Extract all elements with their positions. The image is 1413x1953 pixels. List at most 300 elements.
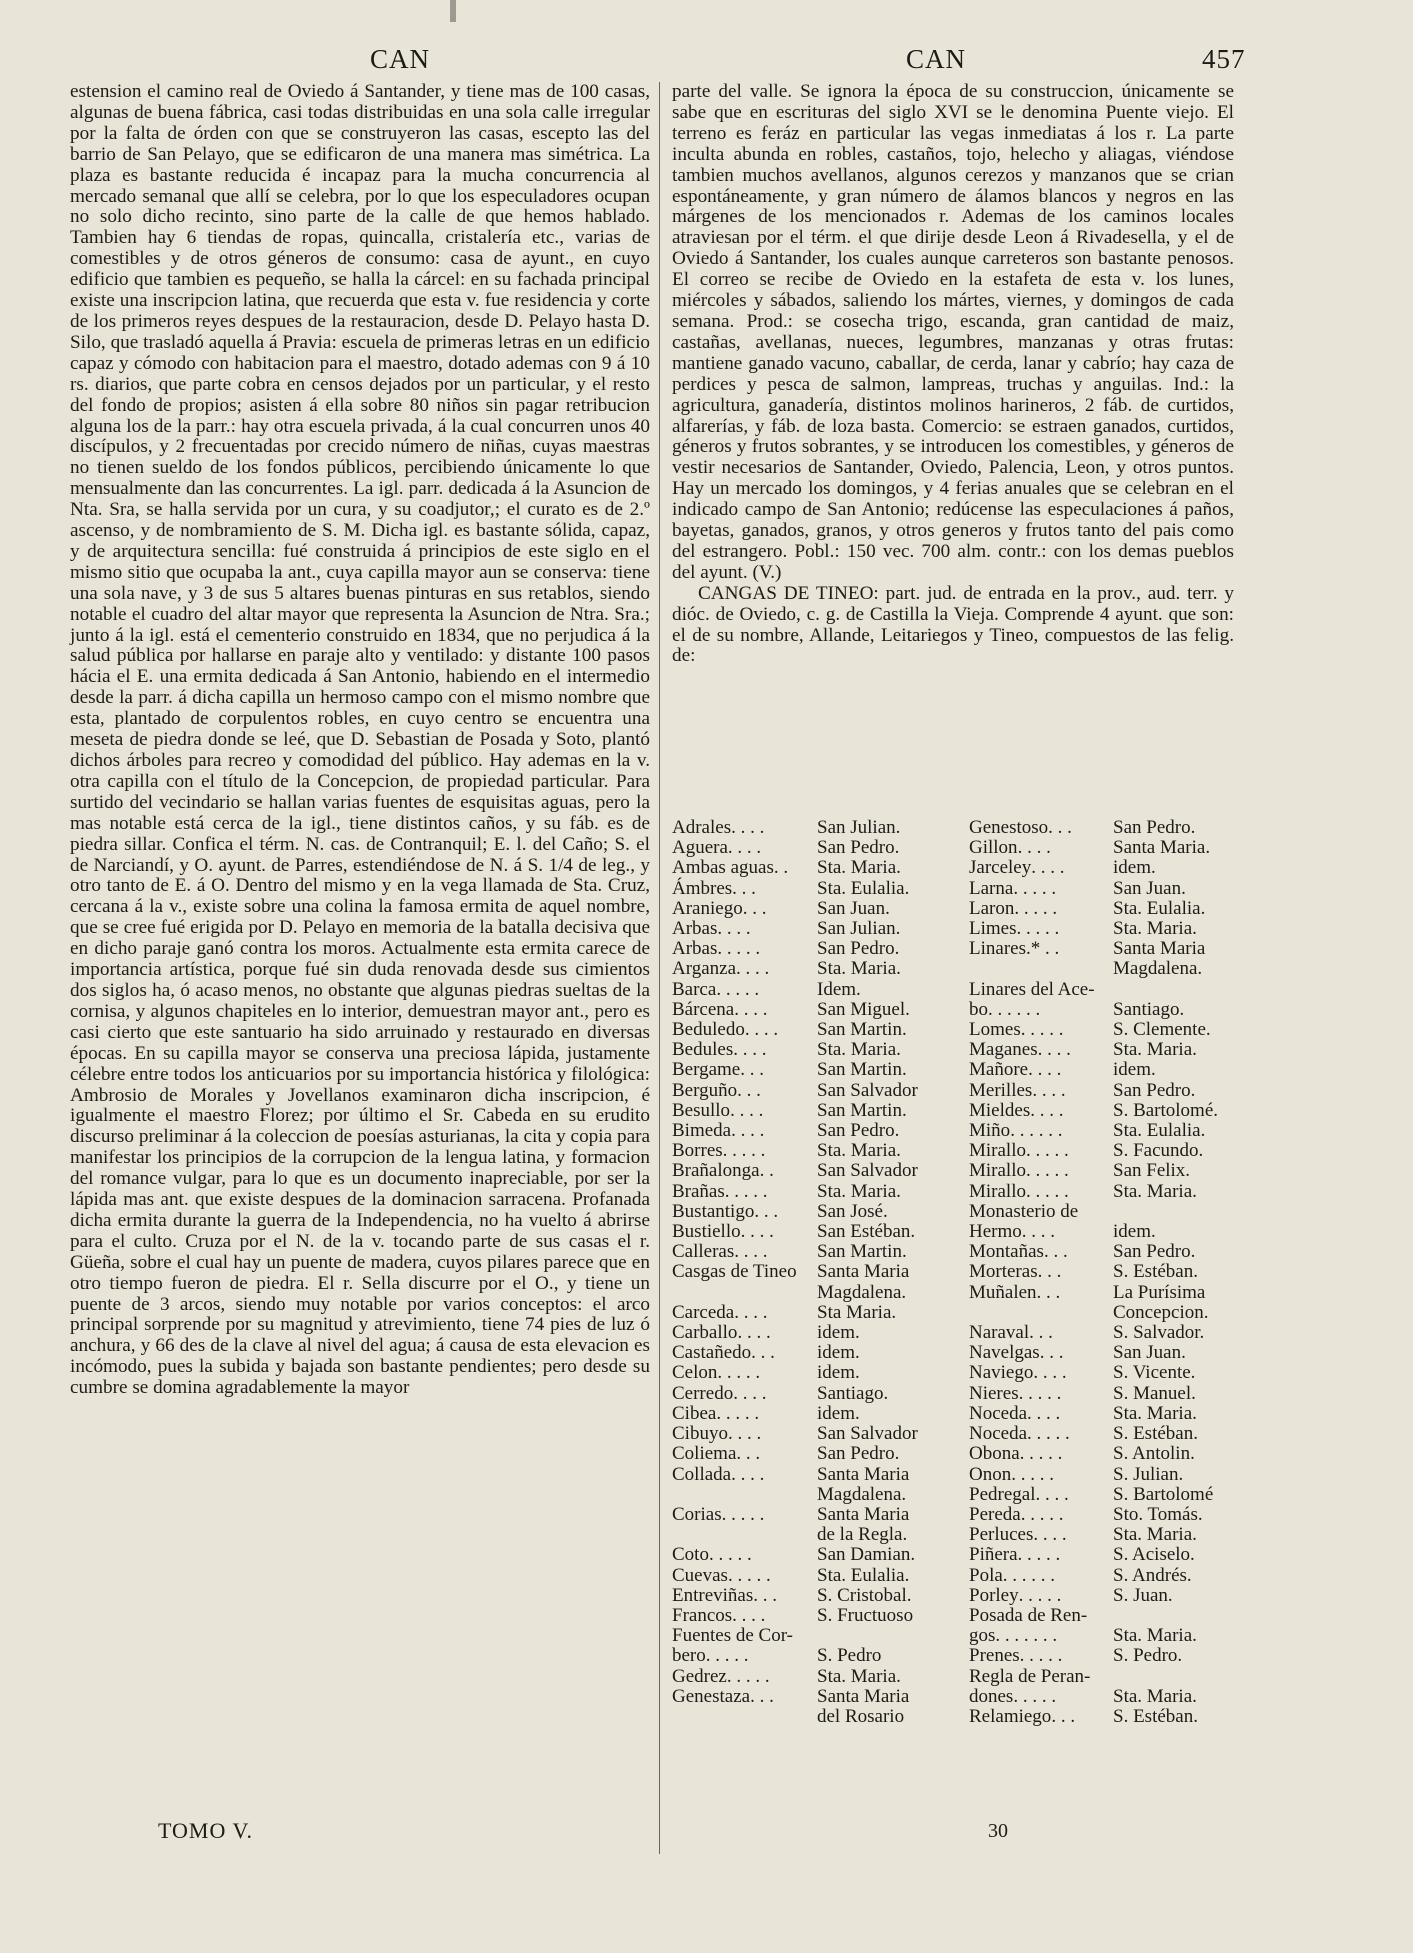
leader-dots: . . . . .	[717, 1362, 761, 1384]
leader-dots	[969, 959, 1113, 979]
parish-name: Calleras	[672, 1241, 735, 1263]
parish-list-left	[672, 818, 959, 1727]
parish-row	[969, 919, 1237, 939]
parish-row	[672, 1222, 959, 1242]
patron-saint: San José.	[817, 1200, 888, 1222]
volume-label: TOMO V.	[158, 1818, 254, 1843]
parish-name: Mañore	[969, 1059, 1029, 1081]
right-column-text: parte del valle. Se ignora la época de su construccion, únicamente se sabe que en escrituras del siglo XVI se le denomina Puente viejo. El terreno es feráz en particular las vegas inmediatas á los r. La parte inculta abunda en robles, castaños, tojo, helecho y aliagas, viéndose tambien muchos avellanos, algunos cerezos y manzanos que se crian espontáneamente, y gran número de álamos blancos y negros en las márgenes de los mencionados r. Ademas de los caminos locales atraviesan por el térm. el que dirije desde Leon á Rivadesella, y el de Oviedo á Santander, los cuales aunque carreteros son bastante penosos. El correo se recibe de Oviedo en la estafeta de esta v. los lunes, miércoles y sábados, saliendo los mártes, viernes, y domingos de cada semana. Prod.: se cosecha trigo, escanda, gran cantidad de maiz, castañas, avellanas, nueces, legumbres, manzanas y otras frutas: mantiene ganado vacuno, caballar, de cerda, lanar y cabrío; hay caza de perdices y pesca de salmon, lampreas, truchas y anguilas. Ind.: la agricultura, ganadería, distintos molinos harineros, 2 fáb. de curtidos, alfarerías, y fáb. de loza basta. Comercio: se estraen ganados, curtidos, géneros y frutos sobrantes, y se introducen los comestibles, y géneros de vestir necesarios de Santander, Oviedo, Palencia, Leon, y otros puntos. Hay un mercado los domingos, y 4 ferias anuales que se celebran en el indicado campo de San Antonio; redúcense las especulaciones á paños, bayetas, ganados, granos, y otros generos y frutos tanto del pais como del estrangero. Pobl.: 150 vec. 700 alm. contr.: con los demas pueblos del ayunt. (V.)	[672, 81, 1234, 583]
parish-row	[672, 818, 959, 838]
leader-dots: . . .	[737, 1079, 761, 1101]
parish-row	[969, 1323, 1237, 1343]
parish-name: Onon	[969, 1463, 1012, 1485]
patron-saint: Sto. Tomás.	[1113, 1503, 1203, 1525]
parish-name: bero	[672, 1645, 706, 1667]
leader-dots: . . . . .	[1026, 1180, 1069, 1202]
leader-dots: . . . . .	[708, 1544, 752, 1566]
leader-dots: . . . . .	[722, 1140, 766, 1162]
parish-name: Coto	[672, 1544, 709, 1566]
parish-name: Collada	[672, 1463, 732, 1485]
leader-dots	[1095, 980, 1113, 1000]
parish-name: Nieres	[969, 1382, 1019, 1404]
leader-dots	[1090, 1667, 1113, 1687]
leader-dots: . . . .	[1021, 1221, 1056, 1243]
leader-dots: . . .	[1048, 817, 1072, 838]
parish-row	[969, 838, 1237, 858]
parish-row	[672, 959, 959, 979]
parish-row	[969, 1222, 1237, 1242]
parish-row	[969, 1667, 1237, 1687]
parish-row	[672, 1161, 959, 1181]
leader-dots: . . . . .	[1019, 1443, 1063, 1465]
patron-saint: Sta. Eulalia.	[1113, 897, 1206, 919]
leader-dots: . . . . .	[1013, 877, 1057, 899]
parish-row	[969, 1101, 1237, 1121]
parish-name: Bedules	[672, 1039, 734, 1061]
parish-row	[672, 1444, 959, 1464]
parish-name: Cerredo	[672, 1382, 734, 1404]
patron-saint: idem.	[1113, 857, 1156, 879]
parish-name: Arbas	[672, 918, 718, 940]
patron-saint: San Martin.	[817, 1059, 907, 1081]
parish-row	[672, 1525, 959, 1545]
parish-row	[672, 1424, 959, 1444]
parish-row	[672, 899, 959, 919]
parish-row	[969, 1646, 1237, 1666]
leader-dots: . . . .	[732, 1604, 766, 1626]
leader-dots: . .	[759, 1160, 774, 1182]
parish-name: Posada de Ren-	[969, 1604, 1088, 1626]
leader-dots: . . . .	[727, 1423, 762, 1445]
parish-row	[672, 1545, 959, 1565]
parish-row	[672, 1646, 959, 1666]
leader-dots: . . . . .	[716, 1402, 760, 1424]
parish-row	[672, 1626, 959, 1646]
parish-row	[969, 1384, 1237, 1404]
patron-saint: San Pedro.	[817, 1120, 900, 1142]
parish-name: Bárcena	[672, 998, 735, 1020]
patron-saint: San Pedro.	[817, 938, 900, 960]
parish-row	[672, 1202, 959, 1222]
patron-saint: S. Bartolomé.	[1113, 1099, 1219, 1121]
patron-saint: Santa Maria	[817, 1261, 910, 1283]
parish-name: Arganza	[672, 958, 737, 980]
parish-name: Hermo	[969, 1221, 1022, 1243]
patron-saint: S. Manuel.	[1113, 1382, 1196, 1404]
parish-row	[969, 1465, 1237, 1485]
parish-row	[672, 1040, 959, 1060]
parish-row	[672, 1323, 959, 1343]
parish-row	[969, 939, 1237, 959]
parish-name: Carceda	[672, 1301, 735, 1323]
leader-dots: . . . .	[733, 1382, 767, 1404]
leader-dots: . . . . .	[1011, 1463, 1054, 1485]
leader-dots: . . . .	[1030, 1099, 1064, 1121]
leader-dots: . . . . .	[724, 1180, 768, 1202]
parish-row	[969, 1505, 1237, 1525]
right-column	[672, 82, 1234, 667]
patron-saint: del Rosario	[817, 1705, 905, 1727]
patron-saint: Sta. Maria.	[817, 1180, 901, 1202]
leader-dots: . .	[773, 857, 789, 879]
parish-row	[672, 1283, 959, 1303]
parish-name: Cuevas	[672, 1564, 728, 1586]
leader-dots: . . .	[750, 1685, 774, 1707]
leader-dots: . . . . .	[726, 1665, 770, 1687]
parish-name: Pola	[969, 1564, 1003, 1586]
parish-row	[969, 1566, 1237, 1586]
cangas-de-tineo-entry: CANGAS DE TINEO: part. jud. de entrada en la prov., aud. terr. y dióc. de Oviedo, c. g. de Castilla la Vieja. Comprende 4 ayunt. que son: el de su nombre, Allande, Leitariegos y Tineo, compuestos de las felig. de:	[672, 582, 1234, 667]
patron-saint: S. Vicente.	[1113, 1362, 1196, 1384]
leader-dots: . . . .	[730, 1099, 764, 1121]
leader-dots: . . .	[1051, 1705, 1076, 1727]
parish-row	[969, 1141, 1237, 1161]
patron-saint: Magdalena.	[1113, 958, 1203, 980]
leader-dots: . . . .	[1035, 1483, 1069, 1505]
parish-name: Naviego	[969, 1362, 1034, 1384]
parish-name: dones	[969, 1685, 1014, 1707]
parish-name: Porley	[969, 1584, 1019, 1606]
parish-name: Regla de Peran-	[969, 1665, 1091, 1687]
parish-name: Monasterio de	[969, 1200, 1079, 1222]
patron-saint: idem.	[1113, 1059, 1156, 1081]
parish-row	[969, 1363, 1237, 1383]
parish-name: Coliema	[672, 1443, 737, 1465]
parish-name: Linares del Ace-	[969, 978, 1095, 1000]
leader-dots: . . . .	[731, 1463, 765, 1485]
parish-name: Bustantigo	[672, 1200, 755, 1222]
leader-dots: . . . .	[1032, 1079, 1066, 1101]
patron-saint: San Pedro.	[817, 837, 900, 859]
parish-row	[672, 1586, 959, 1606]
leader-dots: . . . . .	[1018, 1584, 1062, 1606]
parish-row	[969, 1303, 1237, 1323]
patron-saint: S. Fructuoso	[817, 1604, 914, 1626]
patron-saint: S. Pedro.	[1113, 1645, 1183, 1667]
parish-list-right	[969, 818, 1237, 1727]
parish-row	[969, 1626, 1237, 1646]
leader-dots	[1078, 1202, 1113, 1222]
parish-row	[672, 838, 959, 858]
parish-name: Mieldes	[969, 1099, 1031, 1121]
patron-saint: San Juan.	[817, 897, 890, 919]
parish-name: Fuentes de Cor-	[672, 1625, 793, 1647]
parish-row	[672, 1384, 959, 1404]
parish-row	[672, 1707, 959, 1727]
patron-saint: San Martin.	[817, 1019, 907, 1041]
patron-saint: Sta. Maria.	[1113, 1524, 1197, 1546]
page-number: 457	[1202, 44, 1246, 74]
patron-saint: idem.	[817, 1342, 860, 1364]
parish-row	[969, 1060, 1237, 1080]
patron-saint: Santa Maria	[817, 1463, 910, 1485]
patron-saint: S. Antolin.	[1113, 1443, 1195, 1465]
leader-dots: . . . .	[744, 1019, 779, 1041]
parish-row	[969, 1424, 1237, 1444]
leader-dots: . . . . .	[1017, 1544, 1061, 1566]
leader-dots	[793, 1626, 817, 1646]
parish-row	[969, 1202, 1237, 1222]
patron-saint: Sta. Maria.	[1113, 1402, 1197, 1424]
leader-dots: . . . . . . .	[995, 1625, 1058, 1647]
leader-dots: . . . .	[740, 1221, 774, 1243]
parish-row	[672, 1303, 959, 1323]
parish-row	[969, 1081, 1237, 1101]
leader-dots: . . . . .	[1013, 1685, 1057, 1707]
parish-row	[969, 1444, 1237, 1464]
parish-name: Berguño	[672, 1079, 738, 1101]
parish-name: Bustiello	[672, 1221, 741, 1243]
patron-saint: San Salvador	[817, 1423, 918, 1445]
parish-name: Prenes	[969, 1645, 1020, 1667]
leader-dots	[672, 1525, 817, 1545]
patron-saint: de la Regla.	[817, 1524, 908, 1546]
patron-saint: Santiago.	[817, 1382, 889, 1404]
parish-name: Genestoso	[969, 817, 1049, 838]
parish-name: Jarceley	[969, 857, 1032, 879]
parish-row	[969, 1182, 1237, 1202]
patron-saint: San Julian.	[817, 918, 901, 940]
patron-saint: San Pedro.	[1113, 1079, 1196, 1101]
parish-name: Mirallo	[969, 1140, 1026, 1162]
parish-row	[969, 1242, 1237, 1262]
leader-dots: . . . .	[1037, 1039, 1071, 1061]
leader-dots: . . . . .	[1014, 897, 1058, 919]
leader-dots: . . .	[751, 1342, 775, 1364]
leader-dots: . . . . .	[1016, 918, 1060, 940]
parish-name: Besullo	[672, 1099, 731, 1121]
patron-saint: Santiago.	[1113, 998, 1185, 1020]
leader-dots: . . . .	[1017, 837, 1051, 859]
patron-saint: S. Juan.	[1113, 1584, 1173, 1606]
leader-dots: . . .	[1037, 1261, 1062, 1283]
parish-name: Mirallo	[969, 1180, 1026, 1202]
parish-row	[969, 1121, 1237, 1141]
patron-saint	[817, 1626, 959, 1646]
parish-name: Relamiego	[969, 1705, 1052, 1727]
leader-dots	[672, 1485, 817, 1505]
leader-dots: . . . . .	[1019, 1645, 1063, 1667]
leader-dots	[797, 1262, 817, 1282]
patron-saint: San Martin.	[817, 1099, 907, 1121]
parish-row	[969, 980, 1237, 1000]
parish-name: Barca	[672, 978, 717, 1000]
patron-saint: Sta. Maria.	[1113, 1180, 1197, 1202]
leader-dots: . . . .	[1027, 1402, 1061, 1424]
leader-dots: . . .	[1043, 1241, 1068, 1263]
leader-dots: . . . .	[737, 1322, 771, 1344]
parish-row	[969, 1707, 1237, 1727]
patron-saint: La Purísima	[1113, 1281, 1206, 1303]
patron-saint: idem.	[817, 1362, 860, 1384]
leader-dots: . . . .	[736, 958, 770, 980]
parish-row	[969, 1545, 1237, 1565]
parish-row	[969, 1262, 1237, 1282]
parish-name: Noceda	[969, 1402, 1028, 1424]
parish-name: Merilles	[969, 1079, 1033, 1101]
patron-saint: S. Julian.	[1113, 1463, 1184, 1485]
running-head-left: CAN	[370, 44, 431, 74]
leader-dots: . . . . .	[705, 1645, 749, 1667]
patron-saint: Sta. Maria.	[817, 1039, 901, 1061]
patron-saint: Sta. Maria.	[817, 857, 901, 879]
parish-name: Adrales	[672, 817, 732, 838]
patron-saint: San Felix.	[1113, 1160, 1191, 1182]
leader-dots: . . . . . .	[988, 998, 1041, 1020]
leader-dots	[969, 1303, 1113, 1323]
parish-name: Pereda	[969, 1503, 1021, 1525]
patron-saint: S. Estéban.	[1113, 1261, 1198, 1283]
parish-name: Cibuyo	[672, 1423, 728, 1445]
leader-dots: . . . .	[717, 918, 751, 940]
patron-saint: Sta. Maria.	[817, 958, 901, 980]
parish-name: gos	[969, 1625, 996, 1647]
parish-name: Perluces	[969, 1524, 1034, 1546]
parish-row	[672, 980, 959, 1000]
parish-name: Limes	[969, 918, 1017, 940]
leader-dots: . . . .	[734, 1241, 768, 1263]
parish-name: Pedregal	[969, 1483, 1036, 1505]
parish-name: Miño	[969, 1120, 1011, 1142]
parish-row	[672, 1566, 959, 1586]
patron-saint: San Salvador	[817, 1079, 918, 1101]
patron-saint: Sta. Maria.	[1113, 1039, 1197, 1061]
running-head-right: CAN	[906, 44, 967, 74]
parish-row	[672, 1060, 959, 1080]
patron-saint: Sta. Maria.	[817, 1665, 901, 1687]
patron-saint: San Estéban.	[817, 1221, 916, 1243]
parish-row	[969, 1485, 1237, 1505]
patron-saint: S. Clemente.	[1113, 1019, 1211, 1041]
leader-dots: . . .	[753, 1584, 778, 1606]
parish-row	[672, 1465, 959, 1485]
parish-name: Muñalen	[969, 1281, 1037, 1303]
patron-saint: Idem.	[817, 978, 861, 1000]
parish-row	[969, 1283, 1237, 1303]
patron-saint: S. Estéban.	[1113, 1705, 1198, 1727]
leader-dots: . . . .	[734, 1301, 768, 1323]
parish-name: Entreviñas	[672, 1584, 754, 1606]
leader-dots: . . . . .	[1026, 1160, 1069, 1182]
parish-row	[969, 1343, 1237, 1363]
patron-saint	[1113, 1667, 1237, 1687]
parish-name: Castañedo	[672, 1342, 752, 1364]
parish-name: Francos	[672, 1604, 733, 1626]
parish-name: Linares	[969, 938, 1026, 960]
leader-dots: . . .	[732, 877, 756, 899]
patron-saint: Sta. Maria.	[1113, 1625, 1197, 1647]
patron-saint	[1113, 980, 1237, 1000]
leader-dots: . . . .	[1033, 1362, 1067, 1384]
patron-saint: San Salvador	[817, 1160, 918, 1182]
parish-name: Mirallo	[969, 1160, 1026, 1182]
patron-saint: S. Pedro	[817, 1645, 882, 1667]
parish-row	[969, 959, 1237, 979]
parish-name: Bimeda	[672, 1120, 732, 1142]
patron-saint: S. Bartolomé	[1113, 1483, 1214, 1505]
parish-row	[672, 1606, 959, 1626]
leader-dots: . . .	[1029, 1322, 1053, 1344]
parish-row	[969, 1404, 1237, 1424]
parish-row	[672, 1141, 959, 1161]
parish-name: Beduledo	[672, 1019, 745, 1041]
patron-saint: idem.	[817, 1322, 860, 1344]
leader-dots: . . . . .	[1020, 1019, 1064, 1041]
parish-row	[672, 1081, 959, 1101]
parish-row	[672, 1363, 959, 1383]
parish-row	[672, 1182, 959, 1202]
parish-name: Carballo	[672, 1322, 738, 1344]
patron-saint: Sta. Eulalia.	[817, 1564, 910, 1586]
leader-dots: . . . . . .	[1002, 1564, 1056, 1586]
parish-row	[672, 1667, 959, 1687]
parish-row	[672, 1242, 959, 1262]
leader-dots: . . .	[1039, 1342, 1064, 1364]
parish-row	[672, 879, 959, 899]
parish-name: Gedrez	[672, 1665, 727, 1687]
parish-name: Ambas aguas	[672, 857, 774, 879]
leader-dots: . . . . .	[721, 1503, 765, 1525]
leader-dots: . . . .	[1028, 1059, 1062, 1081]
patron-saint: San Juan.	[1113, 877, 1186, 899]
patron-saint: San Miguel.	[817, 998, 910, 1020]
leader-dots: . . . .	[727, 837, 762, 859]
parish-row	[672, 939, 959, 959]
patron-saint: San Martin.	[817, 1241, 907, 1263]
patron-saint: Sta. Maria.	[1113, 1685, 1197, 1707]
patron-saint: Sta. Eulalia.	[817, 877, 910, 899]
patron-saint: Magdalena.	[817, 1281, 907, 1303]
leader-dots: . . . . .	[1026, 1140, 1069, 1162]
column-rule	[659, 82, 660, 1854]
patron-saint: Concepcion.	[1113, 1301, 1209, 1323]
parish-row	[969, 1586, 1237, 1606]
leader-dots: . . . . .	[1027, 1423, 1070, 1445]
patron-saint: S. Facundo.	[1113, 1140, 1204, 1162]
parish-name: Noceda	[969, 1423, 1028, 1445]
parish-row	[969, 1040, 1237, 1060]
patron-saint	[1113, 1202, 1237, 1222]
parish-name: Navelgas	[969, 1342, 1040, 1364]
patron-saint: idem.	[1113, 1221, 1156, 1243]
leader-dots: . . . .	[731, 817, 765, 838]
parish-row	[672, 1485, 959, 1505]
parish-name: Morteras	[969, 1261, 1038, 1283]
left-column-text: estension el camino real de Oviedo á Santander, y tiene mas de 100 casas, algunas de buena fábrica, casi todas distribuidas en una sola calle irregular por la falta de órden con que se construyeron las casas, escepto las del barrio de San Pelayo, que se edificaron de una manera mas simétrica. La plaza es bastante reducida é incapaz para la mucha concurrencia al mercado semanal que allí se celebra, por lo que los especuladores ocupan no solo dicho recinto, sino parte de la calle de que hemos hablado. Tambien hay 6 tiendas de ropas, quincalla, cristalería etc., varias de comestibles y de otros géneros de consumo: casa de ayunt., en cuyo edificio que tambien es pequeño, se halla la cárcel: en su fachada principal existe una inscripcion latina, que recuerda que esta v. fue residencia y corte de los primeros reyes despues de la restauracion, desde D. Pelayo hasta D. Silo, que trasladó aquella á Pravia: escuela de primeras letras en un edificio capaz y cómodo con habitacion para el maestro, dotado ademas con 9 á 10 rs. diarios, que parte cobra en censos dejados por un particular, y el resto del fondo de propios; asisten á ella sobre 80 niños sin pagar retribucion alguna los de la parr.: hay otra escuela privada, á la cual concurren unos 40 discípulos, y 2 frecuentadas por crecido número de niñas, cuyas maestras no tienen sueldo de los fondos públicos, percibiendo únicamente lo que mensualmente dan las concurrentes. La igl. parr. dedicada á la Asuncion de Nta. Sra, se halla servida por un cura, y su coadjutor,; el curato es de 2.º ascenso, y de nombramiento de S. M. Dicha igl. es bastante sólida, capaz, y de arquitectura sencilla: fué construida á principios de este siglo en el mismo sitio que ocupaba la ant., cuya capilla mayor aun se conserva: tiene una sola nave, y 3 de sus 5 altares buenas pinturas en sus retablos, siendo notable el cuadro del altar mayor que representa la Asuncion de Ntra. Sra.; junto á la igl. está el cementerio construido en 1834, que no perjudica á la salud pública por hallarse en paraje alto y ventilado: y distante 100 pasos hácia el E. una ermita dedicada á San Antonio, habiendo en el intermedio desde la parr. á dicha capilla un hermoso campo con el mismo nombre que esta, plantado de corpulentos robles, en cuyo centro se encuentra una meseta de piedra donde se leé, que D. Sebastian de Posada y Soto, plantó dichos árboles para recreo y comodidad del público. Hay ademas en la v. otra capilla con el título de la Concepcion, de propiedad particular. Para surtido del vecindario se hallan varias fuentes de esquisitas aguas, pero la mas notable está cerca de la igl., tiene distintos caños, y su fáb. es de piedra sillar. Confica el térm. N. cas. de Contranquil; E. l. del Caño; S. el de Narciandí, y O. ayunt. de Parres, estendiéndose de N. á S. 1/4 de leg., y otro tanto de E. á O. Dentro del mismo y en la vega llamada de Sta. Cruz, cercana á la v., existe sobre una colina la famosa ermita de aquel nombre, que se cree fué erigida por D. Pelayo en memoria de la batalla decisiva que en dicho paraje ganó contra los moros. Actualmente esta ermita carece de importancia artística, porque fué sin duda renovada desde sus cimientos dos siglos ha, ó acaso menos, no obstante que algunas piedras sueltas de la cornisa, y algunos chapiteles en lo interior, demuestran mayor ant., pero es casi cierto que este santuario ha sido arruinado y restaurado en diversas épocas. En su capilla mayor se conserva una preciosa lápida, justamente célebre entre todos los anticuarios por su importancia histórica y filológica: Ambrosio de Morales y Jovellanos examinaron dicha inscripcion, é igualmente el maestro Florez; por último el Sr. Cabeda en su erudito discurso preliminar á la coleccion de poesías asturianas, la cita y copia para manifestar los principios de la corrupcion de la lengua latina, y formacion del romance vulgar, para lo que es un documento inapreciable, por ser la lápida mas ant. que existe despues de la dominacion sarracena. Profanada dicha ermita durante la guerra de la Independencia, no ha vuelto á abrirse para el culto. Cruza por el N. de la v. tocando parte de sus casas el r. Güeña, sobre el cual hay un puente de madera, cuyos pilares parece que en otro tiempo fueron de piedra. El r. Sella discurre por el O., y tiene un puente de 3 arcos, siendo muy notable por varios conceptos: el arco principal sorprende por su magnitud y atrevimiento, tiene 74 pies de luz ó anchura, y 66 des de la clave al nivel del agua; á causa de esta elevacion es incómodo, pues la subida y bajada son bastante pendientes; pero desde su cumbre se domina agradablemente la mayor	[70, 81, 650, 1399]
parish-row	[672, 919, 959, 939]
parish-name: Genestaza	[672, 1685, 751, 1707]
parish-name: Laron	[969, 897, 1015, 919]
parish-row	[672, 858, 959, 878]
parish-row	[969, 818, 1237, 838]
patron-saint: Santa Maria	[817, 1503, 910, 1525]
parish-row	[672, 1020, 959, 1040]
patron-saint: S. Estéban.	[1113, 1423, 1198, 1445]
leader-dots: . . .	[754, 1200, 779, 1222]
parish-row	[969, 1525, 1237, 1545]
parish-name: Ámbres	[672, 877, 733, 899]
parish-row	[672, 1687, 959, 1707]
parish-row	[969, 1161, 1237, 1181]
leader-dots: . . . .	[1033, 1524, 1067, 1546]
parish-row	[969, 1606, 1237, 1626]
leader-dots: . . . . .	[717, 938, 761, 960]
parish-name: Montañas	[969, 1241, 1044, 1263]
patron-saint: San Damian.	[817, 1544, 916, 1566]
patron-saint: S. Andrés.	[1113, 1564, 1192, 1586]
parish-name: Brañalonga	[672, 1160, 760, 1182]
patron-saint: Santa Maria	[817, 1685, 910, 1707]
